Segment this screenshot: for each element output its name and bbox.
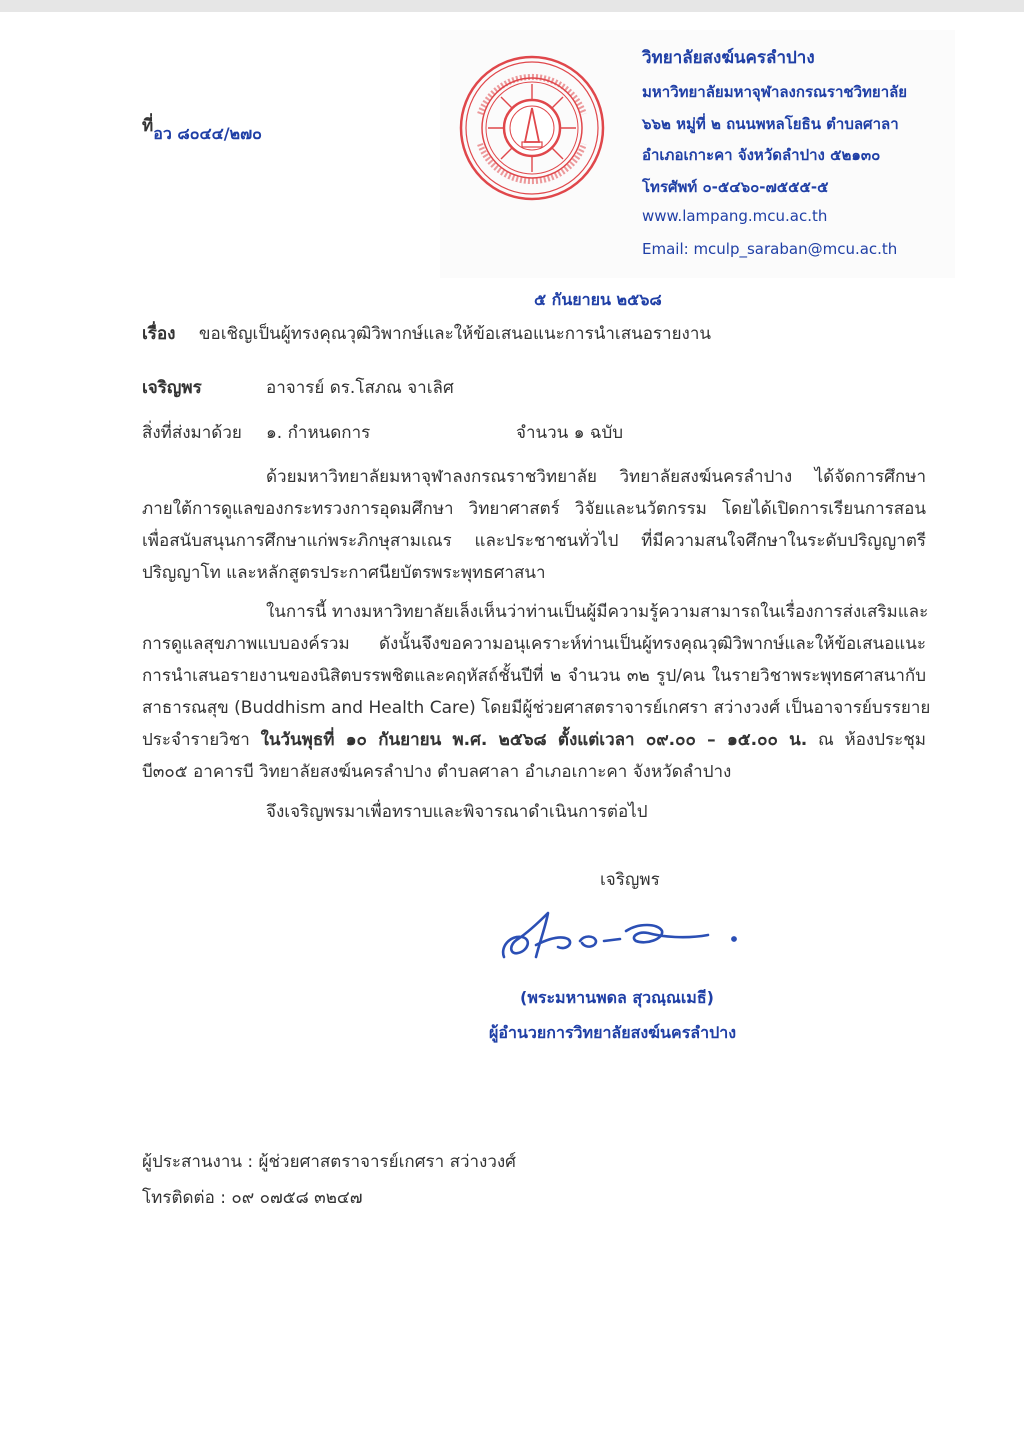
paragraph-line: ภายใต้การดูแลของกระทรวงการอุดมศึกษา วิทยาศาสตร์ วิจัยและนวัตกรรม โดยได้เปิดการเรียนการสอน [142,499,926,519]
contact-phone: โทรติดต่อ : ๐๙ ๐๗๕๘ ๓๒๔๗ [142,1188,363,1208]
meeting-intro: ประจำรายวิชา [142,730,261,750]
reference-value: อว ๘๐๔๔/๒๗๐ [153,124,262,143]
org-name: วิทยาลัยสงฆ์นครลำปาง [642,48,815,68]
signer-name: (พระมหานพดล สุวณฺณเมธี) [520,988,714,1007]
org-phone: โทรศัพท์ ๐-๕๔๖๐-๗๕๕๕-๕ [642,178,829,196]
meeting-venue-prefix: ณ ห้องประชุม [807,730,926,750]
handwritten-signature [496,905,746,967]
paragraph-line: ปริญญาโท และหลักสูตรประกาศนียบัตรพระพุทธศาสนา [142,563,546,583]
org-email[interactable]: Email: mculp_saraban@mcu.ac.th [642,240,898,258]
addressee-name: อาจารย์ ดร.โสภณ จาเลิศ [266,378,454,398]
org-address-line1: ๖๖๒ หมู่ที่ ๒ ถนนพหลโยธิน ตำบลศาลา [642,115,899,133]
enclosure-qty: จำนวน ๑ ฉบับ [516,423,624,443]
reference-label: ที่ [142,116,154,136]
org-university: มหาวิทยาลัยมหาจุฬาลงกรณราชวิทยาลัย [642,83,908,101]
paragraph-line: เพื่อสนับสนุนการศึกษาแก่พระภิกษุสามเณร และประชาชนทั่วไป ที่มีความสนใจศึกษาในระดับปริญญาตรี [142,531,926,551]
reference-number [142,112,262,143]
closing-paragraph: จึงเจริญพรมาเพื่อทราบและพิจารณาดำเนินการต่อไป [266,802,648,822]
paragraph-line: การนำเสนอรายงานของนิสิตบรรพชิตและคฤหัสถ์ชั้นปีที่ ๒ จำนวน ๓๒ รูป/คน ในรายวิชาพระพุทธศาสนากับ [142,666,926,686]
enclosure-item: ๑. กำหนดการ [266,423,371,443]
coordinator-line: ผู้ประสานงาน : ผู้ช่วยศาสตราจารย์เกศรา สว่างวงศ์ [142,1152,516,1172]
enclosure-label: สิ่งที่ส่งมาด้วย [142,423,242,443]
paragraph-line: ในการนี้ ทางมหาวิทยาลัยเล็งเห็นว่าท่านเป็นผู้มีความรู้ความสามารถในเรื่องการส่งเสริมและ [266,602,929,622]
subject-label: เรื่อง [142,324,176,344]
paragraph-line [142,724,926,756]
org-address-line2: อำเภอเกาะคา จังหวัดลำปาง ๕๒๑๓๐ [642,146,881,164]
paragraph-line: บี๓๐๕ อาคารบี วิทยาลัยสงฆ์นครลำปาง ตำบลศาลา อำเภอเกาะคา จังหวัดลำปาง [142,762,732,782]
org-website[interactable]: www.lampang.mcu.ac.th [642,207,828,225]
paragraph-line: ด้วยมหาวิทยาลัยมหาจุฬาลงกรณราชวิทยาลัย วิทยาลัยสงฆ์นครลำปาง ได้จัดการศึกษา [266,467,926,487]
closing-salutation: เจริญพร [600,870,660,890]
top-bar [0,0,1024,12]
subject-text: ขอเชิญเป็นผู้ทรงคุณวุฒิวิพากษ์และให้ข้อเสนอแนะการนำเสนอรายงาน [198,324,712,344]
paragraph-line: การดูแลสุขภาพแบบองค์รวม ดังนั้นจึงขอความอนุเคราะห์ท่านเป็นผู้ทรงคุณวุฒิวิพากษ์และให้ข้อเสนอแนะ [142,634,926,654]
body-paragraph-1 [142,461,926,589]
subject-line [142,320,711,347]
letter-date: ๕ กันยายน ๒๕๖๘ [534,290,662,309]
meeting-datetime: ในวันพุธที่ ๑๐ กันยายน พ.ศ. ๒๕๖๘ ตั้งแต่เวลา ๐๙.๐๐ – ๑๕.๐๐ น. [260,730,808,750]
paragraph-line: สาธารณสุข (Buddhism and Health Care) โดยมีผู้ช่วยศาสตราจารย์เกศรา สว่างวงศ์ เป็นอาจารย์บรรยาย [142,698,931,718]
university-seal-icon [458,54,606,202]
addressee-label: เจริญพร [142,378,202,398]
body-paragraph-2 [142,596,931,788]
signer-title: ผู้อำนวยการวิทยาลัยสงฆ์นครลำปาง [489,1023,737,1042]
